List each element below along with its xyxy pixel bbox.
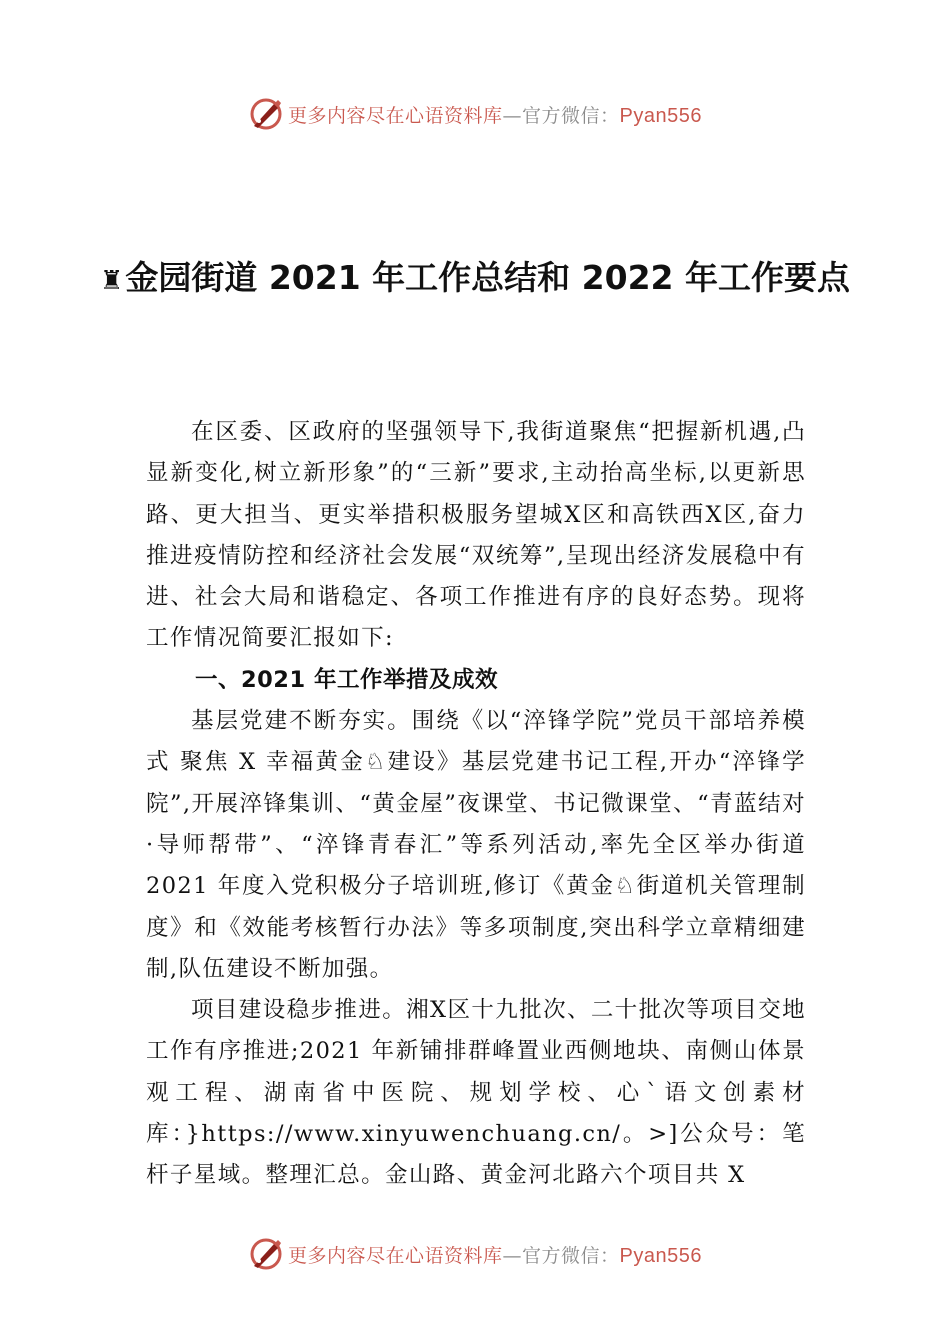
watermark-separator: — <box>502 1244 523 1267</box>
pen-logo-icon <box>248 1236 284 1272</box>
watermark-label: 官方微信： <box>522 104 620 127</box>
watermark-text <box>288 101 702 128</box>
rook-icon: ♜ <box>100 266 124 296</box>
section-heading: 一、2021 年工作举措及成效 <box>195 666 498 693</box>
document-title-text: 金园街道 2021 年工作总结和 2022 年工作要点 <box>125 258 850 297</box>
watermark-group <box>248 96 702 132</box>
document-title <box>100 244 850 315</box>
watermark-label: 官方微信： <box>522 1244 620 1267</box>
intro-paragraph: 在区委、区政府的坚强领导下,我街道聚焦“把握新机遇,凸显新变化,树立新形象”的“三新”要求,主动抬高坐标,以更新思路、更大担当、更实举措积极服务望城X区和高铁西X区,奋力推进疫情防控和经济社会发展“双统筹”,呈现出经济发展稳中有进、社会大局和谐稳定、各项工作推进有序的良好态势。现将工作情况简要汇报如下: <box>146 419 806 652</box>
project-construction-paragraph: 项目建设稳步推进。湘X区十九批次、二十批次等项目交地工作有序推进;2021 年新铺排群峰置业西侧地块、南侧山体景观工程、湖南省中医院、规划学校、心`语文创素材库：}https://www.xinyuwenchuang.cn/。>]公众号：笔杆子星域。整理汇总。金山路、黄金河北路六个项目共 X <box>146 997 806 1189</box>
watermark-separator: — <box>502 104 523 127</box>
watermark-main: 更多内容尽在心语资料库 <box>288 1244 503 1267</box>
watermark-wechat-id: Pyan556 <box>619 1244 702 1267</box>
watermark-wechat-id: Pyan556 <box>619 104 702 127</box>
watermark-main: 更多内容尽在心语资料库 <box>288 104 503 127</box>
party-building-paragraph: 基层党建不断夯实。围绕《以“淬锋学院”党员干部培养模式 聚焦 X 幸福黄金♘建设》基层党建书记工程,开办“淬锋学院”,开展淬锋集训、“黄金屋”夜课堂、书记微课堂、“青蓝结对·导师帮带”、“淬锋青春汇”等系列活动,率先全区举办街道 2021 年度入党积极分子培训班,修订《黄金♘街道机关管理制度》和《效能考核暂行办法》等多项制度,突出科学立章精细建制,队伍建设不断加强。 <box>146 708 806 982</box>
watermark-text <box>288 1241 702 1268</box>
watermark-group <box>248 1236 702 1272</box>
pen-logo-icon <box>248 96 284 132</box>
top-watermark-banner <box>0 92 950 136</box>
document-body <box>146 412 806 1197</box>
bottom-watermark-banner <box>0 1232 950 1276</box>
